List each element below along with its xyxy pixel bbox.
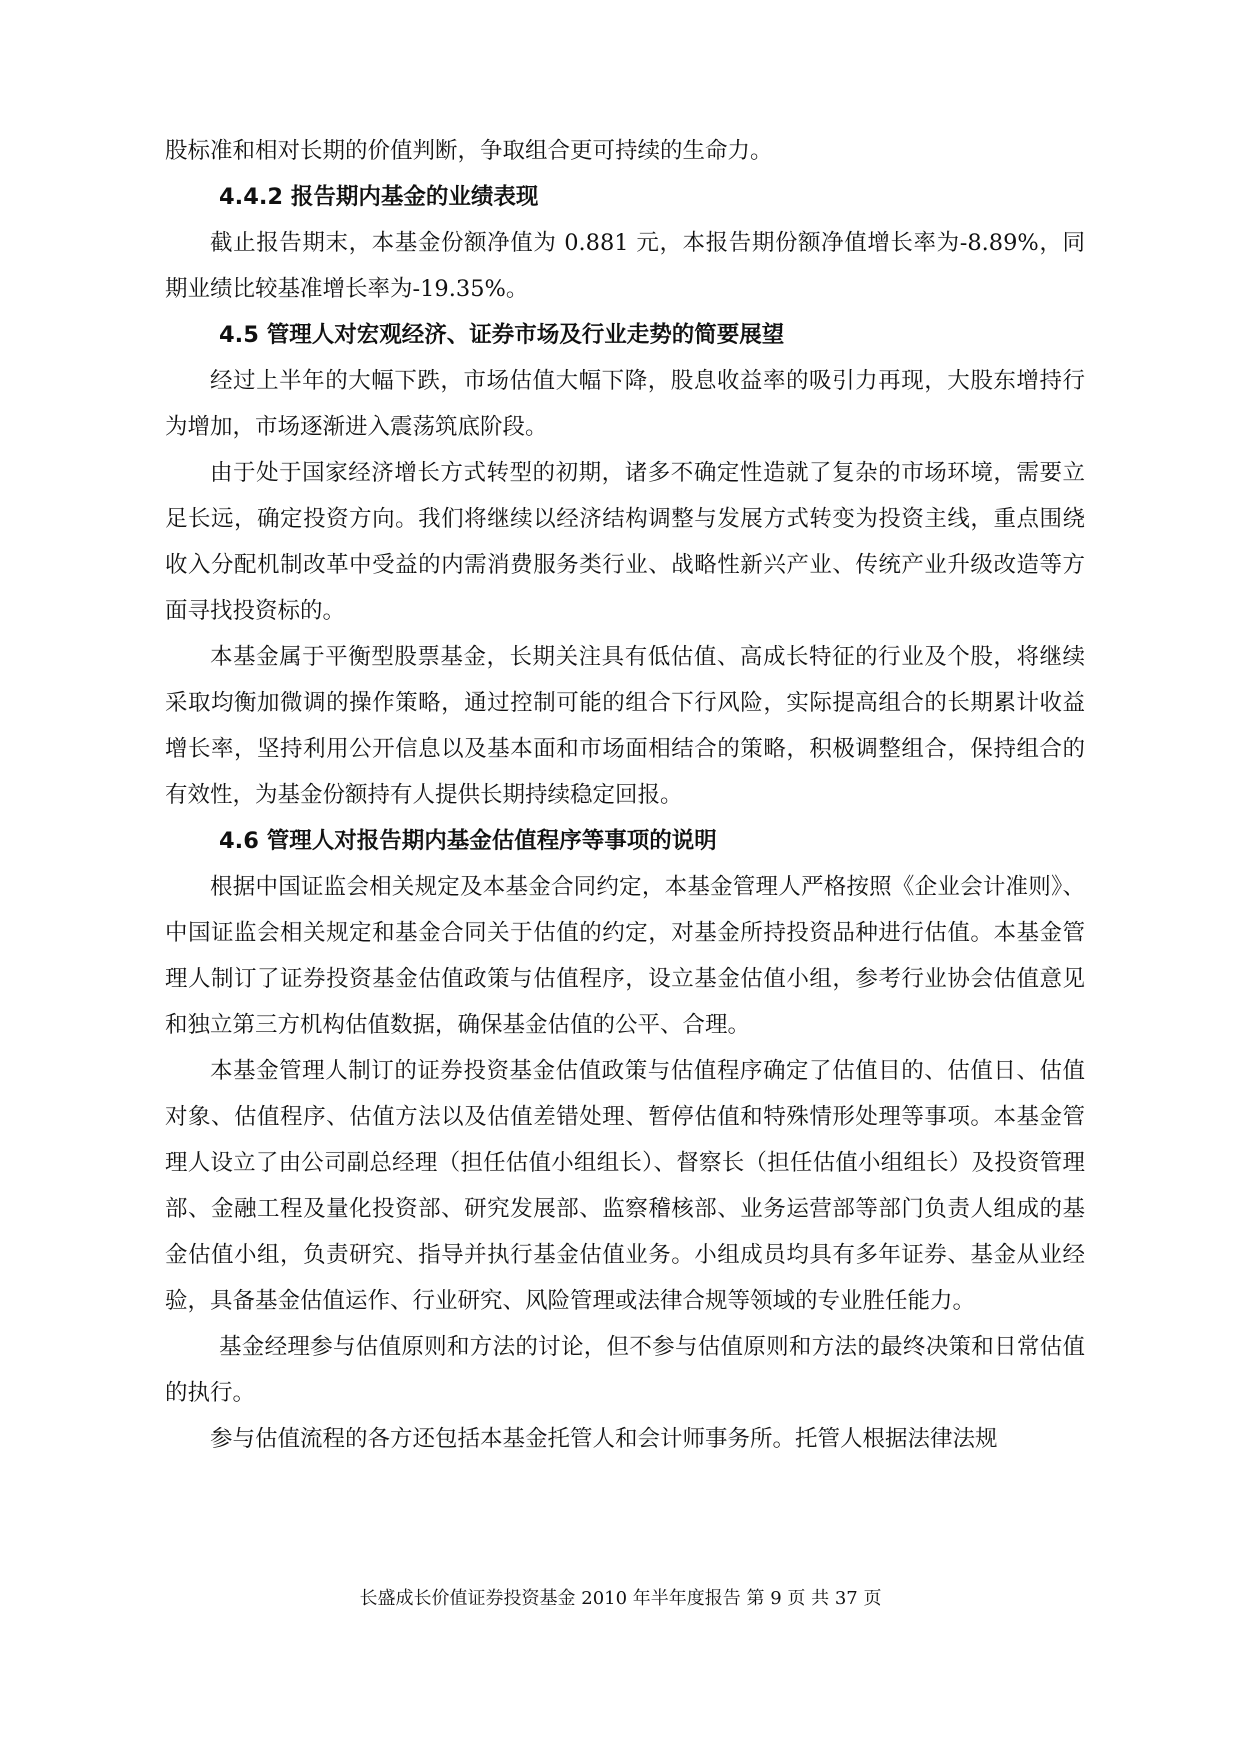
section-heading-4-6: 4.6 管理人对报告期内基金估值程序等事项的说明 xyxy=(219,828,717,854)
paragraph-valuation-3: 基金经理参与估值原则和方法的讨论，但不参与估值原则和方法的最终决策和日常估值的执行。 xyxy=(165,1334,1085,1406)
paragraph-outlook-1: 经过上半年的大幅下跌，市场估值大幅下降，股息收益率的吸引力再现，大股东增持行为增加，市场逐渐进入震荡筑底阶段。 xyxy=(165,368,1085,440)
paragraph-outlook-3: 本基金属于平衡型股票基金，长期关注具有低估值、高成长特征的行业及个股，将继续采取均衡加微调的操作策略，通过控制可能的组合下行风险，实际提高组合的长期累计收益增长率，坚持利用公开信息以及基本面和市场面相结合的策略，积极调整组合，保持组合的有效性，为基金份额持有人提供长期持续稳定回报。 xyxy=(165,644,1085,808)
paragraph-outlook-2: 由于处于国家经济增长方式转型的初期，诸多不确定性造就了复杂的市场环境，需要立足长远，确定投资方向。我们将继续以经济结构调整与发展方式转变为投资主线，重点围绕收入分配机制改革中受益的内需消费服务类行业、战略性新兴产业、传统产业升级改造等方面寻找投资标的。 xyxy=(165,460,1085,624)
paragraph-continuation: 股标准和相对长期的价值判断，争取组合更可持续的生命力。 xyxy=(165,138,773,164)
section-heading-4-4-2: 4.4.2 报告期内基金的业绩表现 xyxy=(219,184,539,210)
page-footer: 长盛成长价值证券投资基金 2010 年半年度报告 第 9 页 共 37 页 xyxy=(359,1588,882,1609)
section-heading-4-5: 4.5 管理人对宏观经济、证券市场及行业走势的简要展望 xyxy=(219,322,785,348)
paragraph-valuation-1: 根据中国证监会相关规定及本基金合同约定，本基金管理人严格按照《企业会计准则》、中国证监会相关规定和基金合同关于估值的约定，对基金所持投资品种进行估值。本基金管理人制订了证券投资基金估值政策与估值程序，设立基金估值小组，参考行业协会估值意见和独立第三方机构估值数据，确保基金估值的公平、合理。 xyxy=(165,874,1085,1038)
document-body xyxy=(165,128,1085,1462)
paragraph-valuation-2: 本基金管理人制订的证券投资基金估值政策与估值程序确定了估值目的、估值日、估值对象、估值程序、估值方法以及估值差错处理、暂停估值和特殊情形处理等事项。本基金管理人设立了由公司副总经理（担任估值小组组长）、督察长（担任估值小组组长）及投资管理部、金融工程及量化投资部、研究发展部、监察稽核部、业务运营部等部门负责人组成的基金估值小组，负责研究、指导并执行基金估值业务。小组成员均具有多年证券、基金从业经验，具备基金估值运作、行业研究、风险管理或法律合规等领域的专业胜任能力。 xyxy=(165,1058,1085,1314)
paragraph-performance: 截止报告期末，本基金份额净值为 0.881 元，本报告期份额净值增长率为-8.89%，同期业绩比较基准增长率为-19.35%。 xyxy=(165,230,1085,302)
paragraph-valuation-4: 参与估值流程的各方还包括本基金托管人和会计师事务所。托管人根据法律法规 xyxy=(210,1426,998,1452)
